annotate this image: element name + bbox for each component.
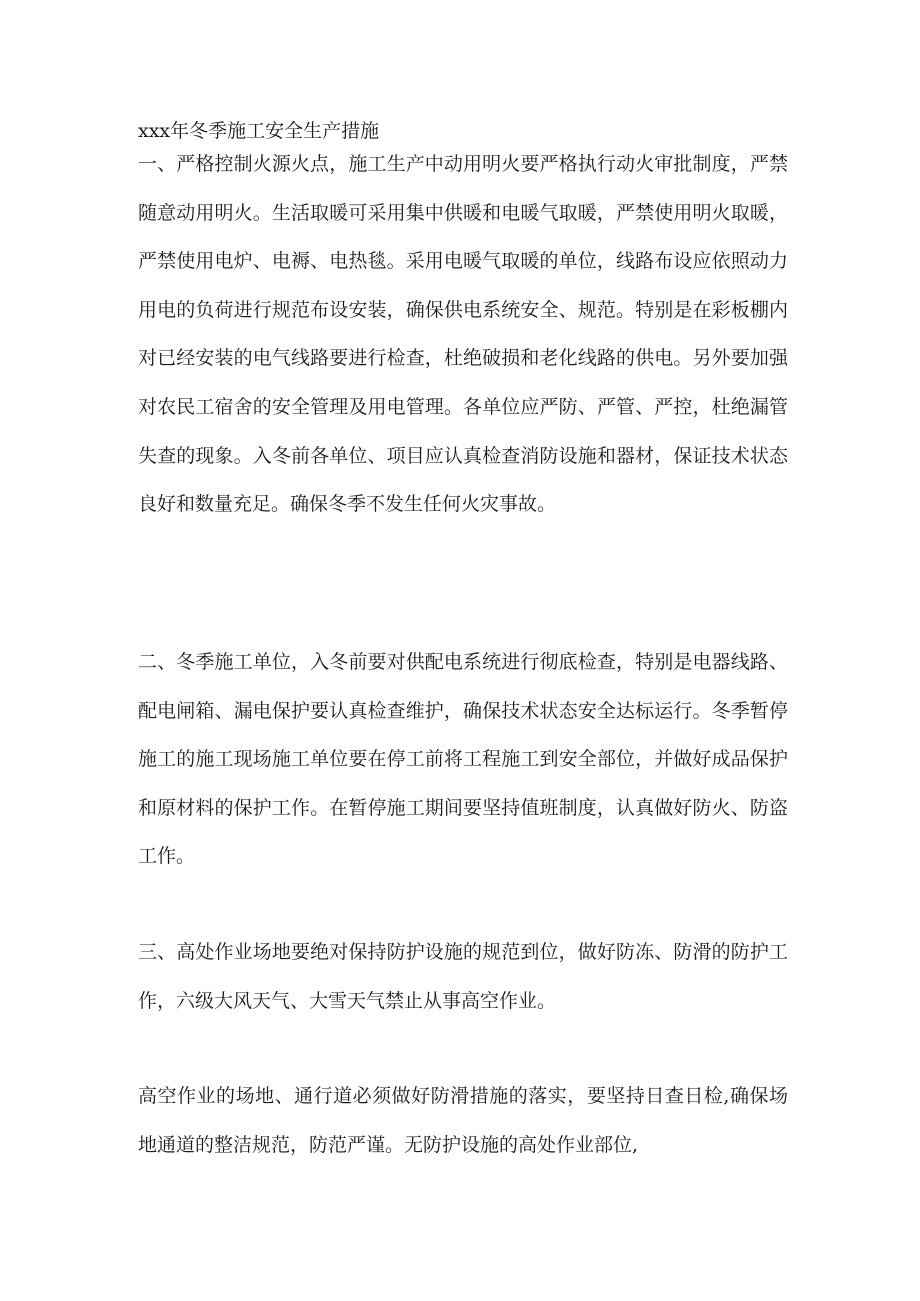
document-title: xxx年冬季施工安全生产措施 [138,120,380,142]
paragraph-4: 高空作业的场地、通行道必须做好防滑措施的落实，要坚持日查日检,确保场地通道的整洁规范，防范严谨。无防护设施的高处作业部位, [138,1085,788,1156]
paragraph-2: 二、冬季施工单位，入冬前要对供配电系统进行彻底检查，特别是电器线路、配电闸箱、漏电保护要认真检查维护，确保技术状态安全达标运行。冬季暂停施工的施工现场施工单位要在停工前将工程施工到安全部位，并做好成品保护和原材料的保护工作。在暂停施工期间要坚持值班制度，认真做好防火、防盗工作。 [138,651,788,868]
paragraph-3: 三、高处作业场地要绝对保持防护设施的规范到位，做好防冻、防滑的防护工作，六级大风天气、大雪天气禁止从事高空作业。 [138,941,788,1012]
paragraph-1: 一、严格控制火源火点，施工生产中动用明火要严格执行动火审批制度，严禁随意动用明火。生活取暖可采用集中供暖和电暖气取暖，严禁使用明火取暖，严禁使用电炉、电褥、电热毯。采用电暖气取暖的单位，线路布设应依照动力用电的负荷进行规范布设安装，确保供电系统安全、规范。特别是在彩板棚内对已经安装的电气线路要进行检查，杜绝破损和老化线路的供电。另外要加强对农民工宿舍的安全管理及用电管理。各单位应严防、严管、严控，杜绝漏管失查的现象。入冬前各单位、项目应认真检查消防设施和器材，保证技术状态良好和数量充足。确保冬季不发生任何火灾事故。 [138,153,788,516]
